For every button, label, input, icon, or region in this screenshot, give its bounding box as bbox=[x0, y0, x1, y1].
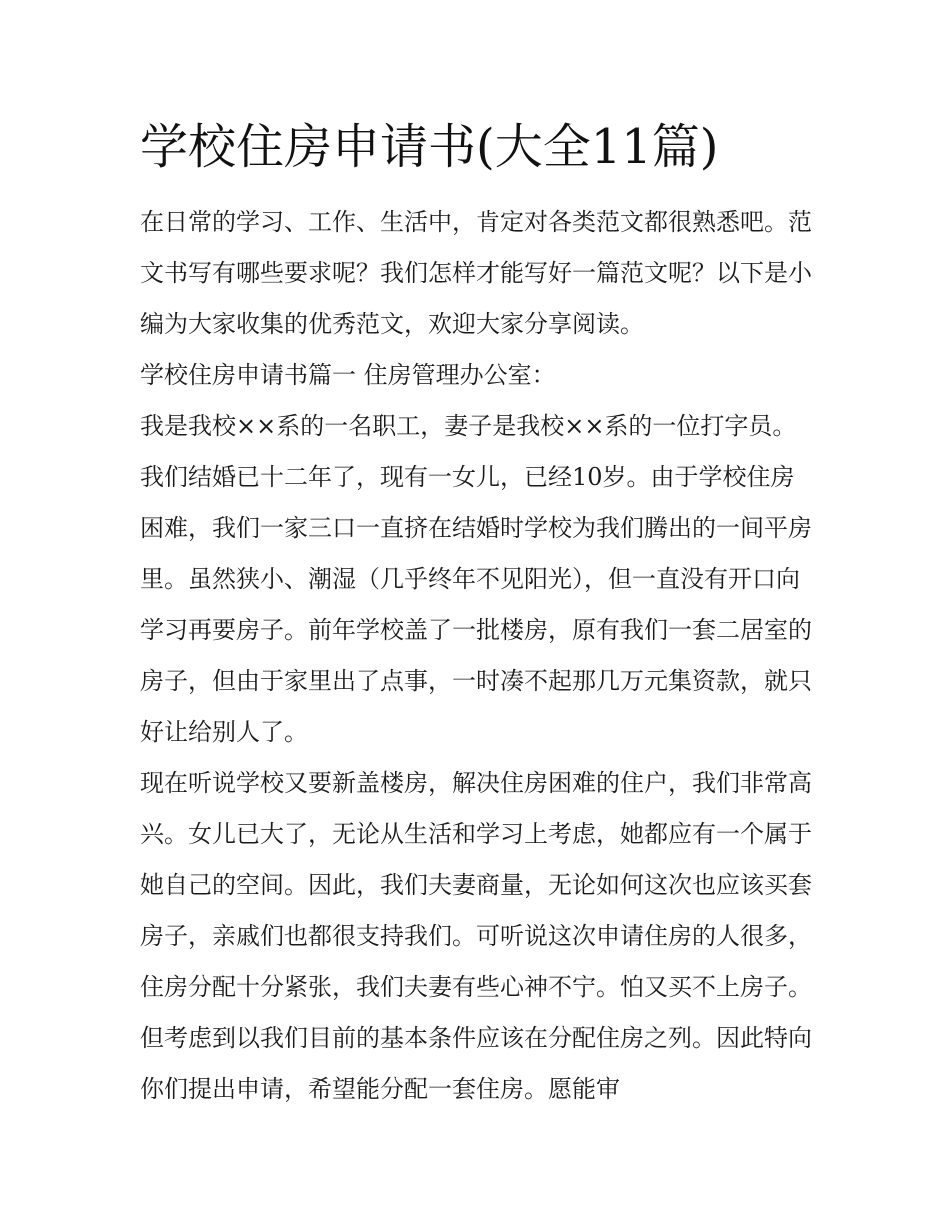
body-paragraph-1: 我是我校××系的一名职工，妻子是我校××系的一位打字员。我们结婚已十二年了，现有一女儿，已经10岁。由于学校住房困难，我们一家三口一直挤在结婚时学校为我们腾出的一间平房里。虽然狭小、潮湿（几乎终年不见阳光），但一直没有开口向学习再要房子。前年学校盖了一批楼房，原有我们一套二居室的房子，但由于家里出了点事，一时凑不起那几万元集资款，就只好让给别人了。 bbox=[140, 412, 812, 746]
section-heading: 学校住房申请书篇一 住房管理办公室： bbox=[140, 361, 556, 389]
body-paragraph-2: 现在听说学校又要新盖楼房，解决住房困难的住户，我们非常高兴。女儿已大了，无论从生活和学习上考虑，她都应有一个属于她自己的空间。因此，我们夫妻商量，无论如何这次也应该买套房子，亲戚们也都很支持我们。可听说这次申请住房的人很多，住房分配十分紧张，我们夫妻有些心神不宁。怕又买不上房子。但考虑到以我们目前的基本条件应该在分配住房之列。因此特向你们提出申请，希望能分配一套住房。愿能审 bbox=[140, 769, 812, 1103]
document-title: 学校住房申请书(大全11篇) bbox=[140, 119, 719, 175]
intro-paragraph: 在日常的学习、工作、生活中，肯定对各类范文都很熟悉吧。范文书写有哪些要求呢？我们怎样才能写好一篇范文呢？以下是小编为大家收集的优秀范文，欢迎大家分享阅读。 bbox=[140, 208, 812, 338]
document-body bbox=[140, 197, 812, 1115]
